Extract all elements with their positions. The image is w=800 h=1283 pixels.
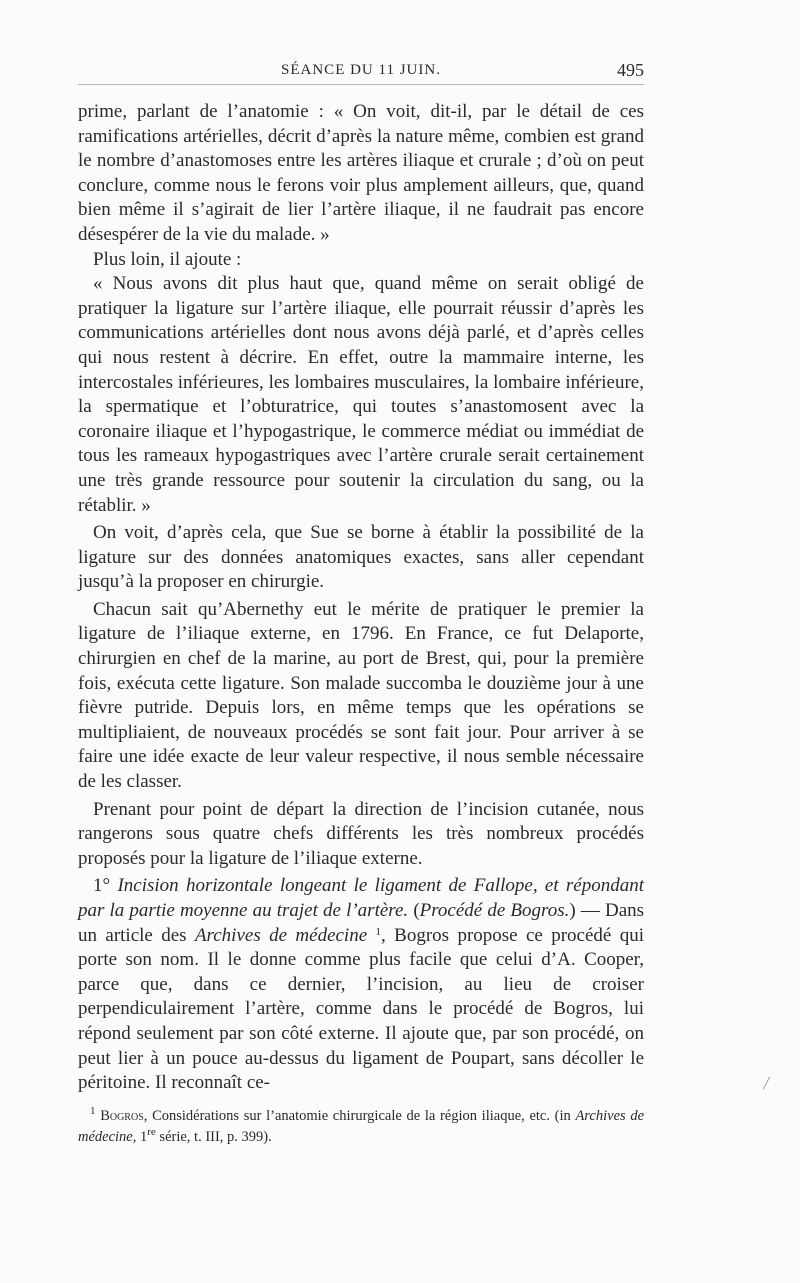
running-head [78, 60, 644, 82]
main-text [78, 100, 644, 1096]
stray-pen-mark [763, 1077, 770, 1090]
procedure-name: Procédé de Bogros. [419, 900, 570, 921]
paren-close: ) [569, 900, 576, 921]
footnote-ref: 1 [375, 925, 382, 938]
paragraph-procede-bogros [78, 874, 644, 1095]
section-heading: Incision horizontale longeant le ligament de Fallope, et répondant par la partie moyenne au trajet de l’artère. [78, 875, 645, 921]
footnote-text-c: série, t. III, p. 399). [155, 1129, 272, 1145]
paragraph-abernethy: Chacun sait qu’Abernethy eut le mérite de pratiquer le premier la ligature de l’iliaque externe, en 1796. En France, ce fut Delaporte, chirurgien en chef de la marine, au port de Brest, qui, pour la première fois, exécuta cette ligature. Son malade succomba le douzième jour à une fièvre putride. Depuis lors, en même temps que les opérations se multipliaient, de nouveaux procédés se sont fait jour. Pour arriver à se faire une idée exacte de leur valeur respective, il nous semble nécessaire de les classer. [78, 598, 644, 793]
header-rule [78, 84, 644, 85]
footnote-journal: Archives de médecine [78, 1108, 645, 1145]
section-number: 1° [93, 875, 111, 897]
paragraph-text-b: , Bogros propose ce procédé qui porte son nom. Il le donne comme plus facile que celui d’A. Cooper, parce que, dans ce dernier, l’incision, au lieu de croiser perpendiculairement l’artère, comme dans le procédé de Bogros, lui répond seulement par son côté externe. Il ajoute que, par son procédé, on peut lier à un pouce au-dessus du ligament de Poupart, sans décoller le péritoine. Il reconnaît ce- [78, 924, 645, 1094]
footnote-author: Bogros [100, 1108, 144, 1124]
footnote-series-sup: re [147, 1126, 156, 1138]
journal-title: Archives de médecine [194, 924, 368, 946]
footnote-1 [78, 1106, 644, 1148]
footnote-marker: 1 [90, 1105, 96, 1117]
paragraph-text-a: — Dans un article des [78, 900, 645, 946]
paragraph-plus-loin: Plus loin, il ajoute : [93, 248, 242, 270]
page-number: 495 [617, 60, 644, 80]
footnote-text-a: , Considérations sur l’anatomie chirurgicale de la région iliaque, etc. (in [143, 1108, 571, 1124]
footnotes [78, 1106, 644, 1148]
running-title: SÉANCE DU 11 JUIN. [281, 62, 441, 78]
footnote-text-b: , 1 [132, 1129, 148, 1145]
paragraph-classification: Prenant pour point de départ la direction de l’incision cutanée, nous rangerons sous quatre chefs différents les très nombreux procédés proposés pour la ligature de l’iliaque externe. [78, 798, 644, 869]
paragraph-quote-anatomy: prime, parlant de l’anatomie : « On voit, dit-il, par le détail de ces ramifications artérielles, décrit d’après la nature même, combien est grand le nombre d’anastomoses entre les artères iliaque et crurale ; d’où on peut conclure, comme nous le ferons voir plus amplement ailleurs, que, quand bien même il s’agirait de lier l’artère iliaque, il ne faudrait pas encore désespérer de la vie du malade. » [78, 101, 644, 245]
paren-open: ( [413, 900, 420, 921]
paragraph-sue: On voit, d’après cela, que Sue se borne à établir la possibilité de la ligature sur des données anatomiques exactes, sans aller cependant jusqu’à la proposer en chirurgie. [78, 522, 644, 593]
paragraph-quote-ligature: « Nous avons dit plus haut que, quand même on serait obligé de pratiquer la ligature sur l’artère iliaque, elle pourrait réussir d’après les communications artérielles dont nous avons déjà parlé, et d’après celles qui nous restent à décrire. En effet, outre la mammaire interne, les intercostales inférieures, les lombaires musculaires, la lombaire inférieure, la spermatique et l’obturatrice, qui toutes s’anastomosent avec la coronaire iliaque et l’hypogastrique, le commerce médiat ou immédiat de tous les rameaux hypogastriques avec l’artère crurale serait certainement une très grande ressource pour soutenir la circulation du sang, ou la rétablir. » [78, 273, 644, 516]
